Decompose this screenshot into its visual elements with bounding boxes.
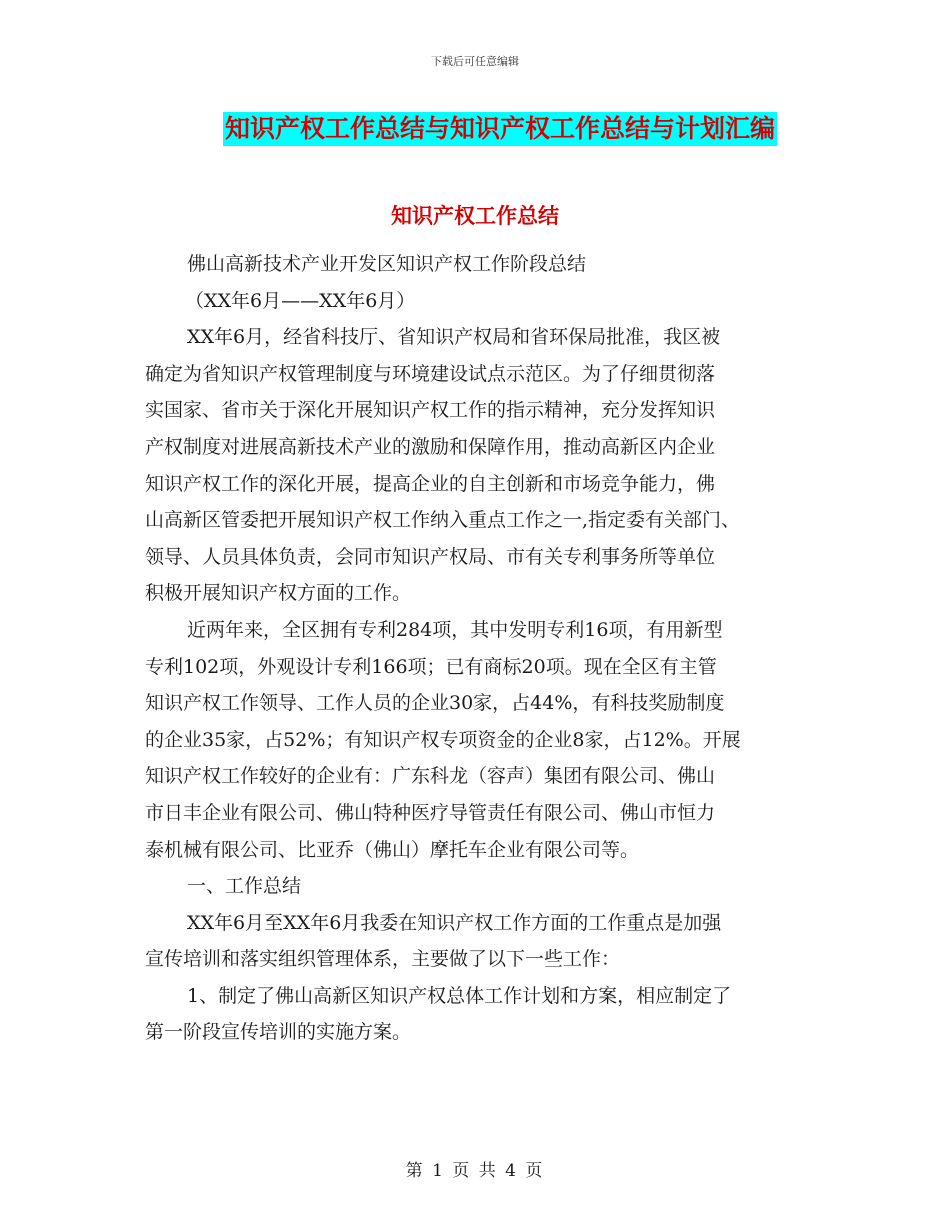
text-line: 知识产权工作的深化开展，提高企业的自主创新和市场竞争能力，佛 [145,472,716,495]
text-line: 第一阶段宣传培训的实施方案。 [145,1021,412,1044]
text-line: 的企业35家，占52%；有知识产权专项资金的企业8家，占12%。开展 [145,728,741,751]
text-line: 知识产权工作较好的企业有：广东科龙（容声）集团有限公司、佛山 [145,765,716,788]
page-header-note: 下载后可任意编辑 [431,55,519,68]
text-line: 佛山高新技术产业开发区知识产权工作阶段总结 [187,253,587,275]
text-line: 1、制定了佛山高新区知识产权总体工作计划和方案，相应制定了 [187,984,732,1007]
text-line: 确定为省知识产权管理制度与环境建设试点示范区。为了仔细贯彻落 [145,362,716,385]
text-line: （XX年6月——XX年6月） [185,289,416,312]
text-line: 专利102项，外观设计专利166项；已有商标20项。现在全区有主管 [145,655,717,678]
body-text [145,246,813,1051]
text-line: XX年6月至XX年6月我委在知识产权工作方面的工作重点是加强 [187,911,722,934]
text-line: 一、工作总结 [187,875,302,898]
text-line: 积极开展知识产权方面的工作。 [145,582,412,605]
text-line: 产权制度对进展高新技术产业的激励和保障作用，推动高新区内企业 [145,435,716,458]
text-line: 泰机械有限公司、比亚乔（佛山）摩托车企业有限公司等。 [145,838,640,861]
section-title: 知识产权工作总结 [391,204,559,228]
text-line: 宣传培训和落实组织管理体系，主要做了以下一些工作： [145,948,621,971]
text-line: 近两年来，全区拥有专利284项，其中发明专利16项，有用新型 [187,618,723,641]
text-line: 山高新区管委把开展知识产权工作纳入重点工作之一,指定委有关部门、 [145,509,741,532]
text-line: XX年6月，经省科技厅、省知识产权局和省环保局批准，我区被 [187,326,721,349]
text-line: 实国家、省市关于深化开展知识产权工作的指示精神，充分发挥知识 [145,399,716,422]
text-line: 领导、人员具体负责，会同市知识产权局、市有关专利事务所等单位 [145,545,716,568]
page-number: 第 1 页 共 4 页 [405,1161,545,1181]
text-line: 知识产权工作领导、工作人员的企业30家，占44%，有科技奖励制度 [145,692,725,715]
doc-title: 知识产权工作总结与知识产权工作总结与计划汇编 [223,112,777,146]
doc-title-container [0,112,950,146]
text-line: 市日丰企业有限公司、佛山特种医疗导管责任有限公司、佛山市恒力 [145,801,716,824]
